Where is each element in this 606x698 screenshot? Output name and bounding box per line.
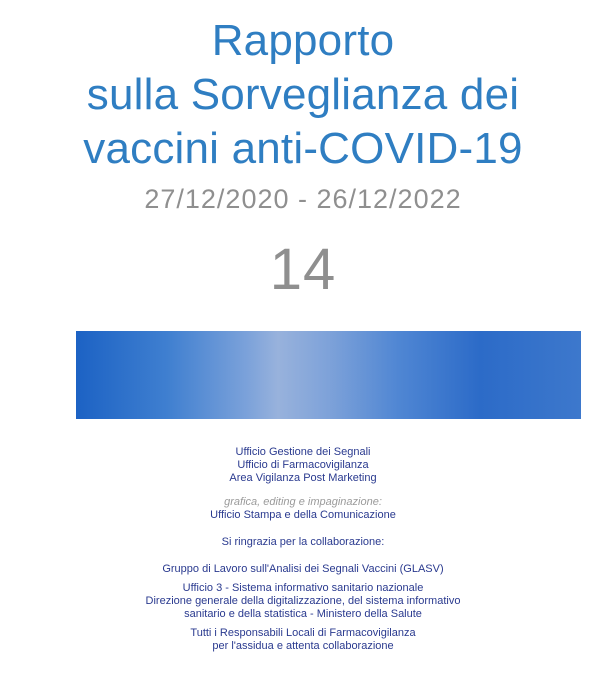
- credit-collab-office3: Ufficio 3 - Sistema informativo sanitario nazionale: [182, 582, 424, 594]
- title-line-3: vaccini anti-COVID-19: [83, 124, 523, 173]
- credit-collab-thanks: per l'assidua e attenta collaborazione: [212, 640, 394, 652]
- credit-editing-office: Ufficio Stampa e della Comunicazione: [210, 509, 396, 521]
- credit-collab-ministry: sanitario e della statistica - Ministero della Salute: [184, 608, 422, 620]
- credit-office-pharmacovigilance: Ufficio di Farmacovigilanza: [237, 459, 369, 471]
- credits-section: [0, 446, 606, 653]
- credit-collab-local-managers: Tutti i Responsabili Locali di Farmacovigilanza: [190, 627, 416, 639]
- decorative-gradient-band: [76, 331, 581, 419]
- credit-editing-label: grafica, editing e impaginazione:: [224, 496, 382, 508]
- title-line-2: sulla Sorveglianza dei: [86, 70, 520, 119]
- credit-thanks-label: Si ringrazia per la collaborazione:: [221, 536, 385, 548]
- report-title: [0, 14, 606, 176]
- credit-area-post-marketing: Area Vigilanza Post Marketing: [229, 472, 377, 484]
- report-issue-number: 14: [269, 237, 337, 302]
- credit-office-signals: Ufficio Gestione dei Segnali: [235, 446, 371, 458]
- title-line-1: Rapporto: [211, 16, 395, 65]
- report-date-range: 27/12/2020 - 26/12/2022: [144, 184, 462, 214]
- credit-collab-glasv: Gruppo di Lavoro sull'Analisi dei Segnali Vaccini (GLASV): [162, 563, 444, 575]
- credit-collab-directorate: Direzione generale della digitalizzazione, del sistema informativo: [145, 595, 461, 607]
